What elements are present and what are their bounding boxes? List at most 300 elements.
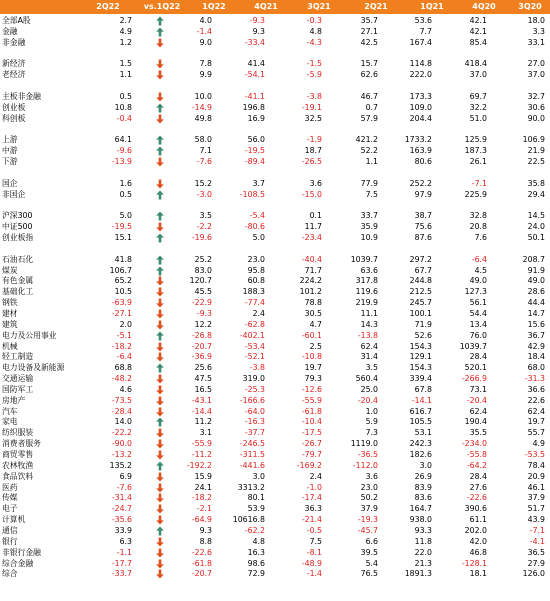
cell-value: 37.0	[469, 70, 487, 80]
cell-value: 297.2	[409, 254, 432, 264]
arrow-down-icon	[156, 537, 164, 547]
cell-value	[386, 49, 432, 59]
row-label	[2, 125, 80, 135]
cell-value: 97.9	[414, 189, 432, 199]
row-label	[2, 81, 80, 91]
table-row	[0, 27, 550, 37]
cell-value: 36.5	[527, 547, 545, 557]
row-label: 通信	[2, 525, 18, 535]
cell-value: -55.9	[301, 395, 322, 405]
arrow-down-icon	[156, 179, 164, 189]
cell-value	[332, 200, 378, 210]
cell-value: 46.8	[469, 547, 487, 557]
table-row	[0, 276, 550, 286]
arrow-up-icon	[156, 526, 164, 536]
cell-2q22: -33.7	[111, 569, 132, 579]
cell-value: 32.2	[469, 102, 487, 112]
cell-value: 560.4	[355, 374, 378, 384]
cell-value: 224.2	[299, 276, 322, 286]
cell-value: 18.4	[527, 352, 545, 362]
cell-value: 938.0	[409, 515, 432, 525]
cell-value: 2.4	[252, 308, 265, 318]
arrow-down-icon	[156, 114, 164, 124]
cell-value: 9.3	[252, 26, 265, 36]
cell-2q22: 65.2	[114, 276, 132, 286]
cell-2q22: -35.6	[111, 515, 132, 525]
cell-value: 25.6	[194, 363, 212, 373]
cell-2q22: -63.9	[111, 298, 132, 308]
cell-value: 45.5	[194, 287, 212, 297]
cell-value	[499, 168, 545, 178]
cell-value: -16.3	[244, 417, 265, 427]
cell-value	[276, 81, 322, 91]
cell-2q22: 1.2	[119, 37, 132, 47]
cell-2q22: -48.2	[111, 374, 132, 384]
cell-value: 0.7	[365, 102, 378, 112]
row-label: 中证500	[2, 222, 33, 232]
table-row	[0, 222, 550, 232]
cell-value	[386, 244, 432, 254]
cell-value: 125.9	[464, 135, 487, 145]
row-label: 电力设备及新能源	[2, 363, 65, 373]
cell-value: 42.1	[469, 26, 487, 36]
row-label: 非金融	[2, 37, 26, 47]
arrow-down-icon	[156, 342, 164, 352]
cell-value: 53.1	[414, 428, 432, 438]
cell-value: 10616.8	[232, 515, 265, 525]
cell-2q22: 1.1	[119, 70, 132, 80]
cell-value: 62.4	[527, 406, 545, 416]
cell-value: 38.7	[414, 211, 432, 221]
cell-value: -52.1	[244, 352, 265, 362]
cell-value: 83.6	[414, 493, 432, 503]
row-label: 钢铁	[2, 298, 18, 308]
cell-value: 2.4	[309, 471, 322, 481]
cell-value: -77.4	[244, 298, 265, 308]
cell-value: 120.7	[189, 276, 212, 286]
cell-2q22: -1.1	[116, 547, 132, 557]
cell-value: -5.9	[306, 70, 322, 80]
row-label: 综合	[2, 569, 18, 579]
row-label: 基础化工	[2, 287, 34, 297]
cell-value: -62.8	[244, 319, 265, 329]
cell-value: 3.6	[365, 471, 378, 481]
cell-value: 95.8	[247, 265, 265, 275]
cell-value: 20.8	[469, 222, 487, 232]
cell-value: -112.0	[352, 460, 378, 470]
cell-value: 167.4	[409, 37, 432, 47]
cell-value: -20.4	[357, 395, 378, 405]
cell-value: 5.9	[365, 417, 378, 427]
cell-2q22: 1.6	[119, 178, 132, 188]
cell-value: -17.5	[301, 428, 322, 438]
cell-value: -0.3	[306, 16, 322, 25]
cell-value: 4.9	[532, 439, 545, 449]
cell-value: 11.8	[414, 536, 432, 546]
cell-value: 114.8	[409, 59, 432, 69]
table-row	[0, 157, 550, 167]
cell-2q22: -13.9	[111, 157, 132, 167]
cell-value: 75.6	[414, 222, 432, 232]
cell-value: 14.5	[527, 211, 545, 221]
cell-2q22	[90, 81, 132, 91]
row-label: 建材	[2, 308, 18, 318]
cell-value: 52.2	[360, 146, 378, 156]
arrow-up-icon	[156, 211, 164, 221]
cell-value: 7.7	[419, 26, 432, 36]
cell-2q22: 0.5	[119, 91, 132, 101]
cell-value: 23.0	[247, 254, 265, 264]
table-row	[0, 103, 550, 113]
cell-value: -33.4	[244, 37, 265, 47]
arrow-down-icon	[156, 472, 164, 482]
cell-value: 53.6	[414, 16, 432, 25]
cell-value	[219, 125, 265, 135]
cell-value: -43.1	[191, 395, 212, 405]
cell-value: -26.8	[191, 330, 212, 340]
cell-value: 7.1	[199, 146, 212, 156]
cell-value	[332, 125, 378, 135]
table-row	[0, 407, 550, 417]
arrow-down-icon	[156, 569, 164, 579]
cell-value: 204.4	[409, 113, 432, 123]
table-row	[0, 385, 550, 395]
cell-value: -1.9	[306, 135, 322, 145]
table-row	[0, 559, 550, 569]
cell-value: 52.6	[414, 330, 432, 340]
cell-value: -14.9	[191, 102, 212, 112]
cell-2q22: -9.6	[116, 146, 132, 156]
cell-value: 22.0	[414, 547, 432, 557]
cell-2q22: -5.1	[116, 330, 132, 340]
cell-value: -266.9	[461, 374, 487, 384]
cell-value: 1891.3	[404, 569, 432, 579]
table-row	[0, 244, 550, 254]
arrow-down-icon	[156, 320, 164, 330]
cell-value: 196.8	[242, 102, 265, 112]
row-label	[2, 244, 80, 254]
row-label: 下游	[2, 157, 18, 167]
cell-value: 4.7	[309, 319, 322, 329]
cell-value: 3.1	[199, 428, 212, 438]
cell-value: 31.4	[360, 352, 378, 362]
arrow-down-icon	[156, 483, 164, 493]
cell-2q22: -18.2	[111, 341, 132, 351]
table-row	[0, 472, 550, 482]
cell-value: -13.8	[357, 330, 378, 340]
table-row	[0, 396, 550, 406]
cell-value: 78.4	[527, 460, 545, 470]
cell-2q22: 68.8	[114, 363, 132, 373]
cell-value: 24.0	[527, 222, 545, 232]
cell-value: 127.3	[464, 287, 487, 297]
cell-value: 60.8	[247, 276, 265, 286]
row-label: 全部A股	[2, 16, 31, 25]
cell-2q22: 14.0	[114, 417, 132, 427]
cell-value: 5.0	[252, 233, 265, 242]
cell-value: 27.9	[527, 558, 545, 568]
cell-2q22: 106.7	[109, 265, 132, 275]
cell-2q22: 6.9	[119, 471, 132, 481]
row-label: 商贸零售	[2, 450, 34, 459]
cell-value: 12.2	[194, 319, 212, 329]
arrow-up-icon	[156, 363, 164, 373]
cell-value: 62.4	[469, 406, 487, 416]
cell-value: 8.8	[199, 536, 212, 546]
cell-value: -7.1	[529, 525, 545, 535]
cell-value: 39.5	[360, 547, 378, 557]
cell-value: -21.4	[301, 515, 322, 525]
cell-value: 93.3	[414, 525, 432, 535]
col-header-3q20: 3Q20	[518, 2, 542, 11]
cell-value	[219, 244, 265, 254]
cell-value: 2.5	[309, 341, 322, 351]
cell-value: 245.7	[409, 298, 432, 308]
cell-value: 32.5	[304, 113, 322, 123]
table-row	[0, 548, 550, 558]
cell-value	[441, 244, 487, 254]
table-row	[0, 461, 550, 471]
cell-2q22: 1.5	[119, 59, 132, 69]
cell-value: 35.8	[527, 178, 545, 188]
cell-value: 16.3	[247, 547, 265, 557]
cell-value: -10.4	[301, 417, 322, 427]
cell-value: 49.0	[527, 276, 545, 286]
cell-value: 4.8	[309, 26, 322, 36]
cell-value: 1733.2	[404, 135, 432, 145]
cell-value: -20.7	[191, 569, 212, 579]
cell-value: 62.6	[360, 70, 378, 80]
cell-value: 79.3	[304, 374, 322, 384]
table-row	[0, 352, 550, 362]
cell-value: -48.9	[301, 558, 322, 568]
cell-value: 173.3	[409, 91, 432, 101]
cell-value: 7.6	[474, 233, 487, 242]
cell-2q22: 64.1	[114, 135, 132, 145]
table-row	[0, 114, 550, 124]
cell-value	[386, 125, 432, 135]
cell-value: 7.8	[199, 59, 212, 69]
cell-2q22: -22.2	[111, 428, 132, 438]
cell-value: -26.7	[301, 439, 322, 449]
cell-value: 37.9	[527, 493, 545, 503]
row-label: 非银行金融	[2, 547, 41, 557]
cell-value: 76.0	[469, 330, 487, 340]
cell-value: 42.1	[469, 16, 487, 25]
cell-2q22: 10.8	[114, 102, 132, 112]
table-row	[0, 135, 550, 145]
cell-value: 87.6	[414, 233, 432, 242]
cell-value: 14.3	[360, 319, 378, 329]
cell-value	[332, 244, 378, 254]
cell-value: 6.6	[365, 536, 378, 546]
cell-value: -36.5	[357, 450, 378, 459]
cell-value: -20.7	[191, 341, 212, 351]
cell-value	[441, 125, 487, 135]
cell-value: 44.4	[527, 298, 545, 308]
cell-value	[166, 125, 212, 135]
row-label: 建筑	[2, 319, 18, 329]
cell-value: 37.0	[527, 70, 545, 80]
cell-value: 20.9	[527, 471, 545, 481]
col-header-4q21: 4Q21	[254, 2, 278, 11]
row-label: 银行	[2, 536, 18, 546]
cell-value: 164.7	[409, 504, 432, 514]
cell-value: 33.7	[360, 211, 378, 221]
cell-value: -18.2	[191, 493, 212, 503]
row-label: 医药	[2, 482, 18, 492]
arrow-down-icon	[156, 59, 164, 69]
cell-value: 126.0	[522, 569, 545, 579]
cell-value: 0.1	[309, 211, 322, 221]
cell-value: -0.5	[306, 525, 322, 535]
cell-value	[166, 49, 212, 59]
cell-2q22: 4.9	[119, 26, 132, 36]
cell-value: 319.0	[242, 374, 265, 384]
cell-value	[219, 81, 265, 91]
cell-value: 85.4	[469, 37, 487, 47]
cell-value: 1039.7	[459, 341, 487, 351]
cell-value	[499, 81, 545, 91]
arrow-down-icon	[156, 450, 164, 460]
cell-2q22: 2.7	[119, 16, 132, 25]
cell-value: 71.7	[304, 265, 322, 275]
cell-value: -53.5	[524, 450, 545, 459]
cell-value: -108.5	[239, 189, 265, 199]
cell-value: -9.3	[249, 16, 265, 25]
row-label: 消费者服务	[2, 439, 41, 449]
cell-value: -1.5	[306, 59, 322, 69]
cell-value: -89.4	[244, 157, 265, 167]
cell-2q22: -31.4	[111, 493, 132, 503]
col-header-1q22: 1Q22	[202, 2, 226, 11]
table-row	[0, 38, 550, 48]
cell-value: 212.5	[409, 287, 432, 297]
table-row	[0, 569, 550, 579]
table-row	[0, 233, 550, 243]
arrow-up-icon	[156, 461, 164, 471]
table-row	[0, 450, 550, 460]
cell-value: 90.0	[527, 113, 545, 123]
cell-2q22	[90, 200, 132, 210]
col-header-2q22: 2Q22	[96, 2, 120, 11]
cell-value: -9.3	[196, 308, 212, 318]
arrow-up-icon	[156, 16, 164, 26]
cell-value: 58.0	[194, 135, 212, 145]
cell-value: -234.0	[461, 439, 487, 449]
row-label: 创业板	[2, 102, 26, 112]
cell-value: 21.9	[527, 146, 545, 156]
cell-value	[276, 244, 322, 254]
cell-2q22: 15.1	[114, 233, 132, 242]
cell-2q22: -13.2	[111, 450, 132, 459]
row-label: 非国企	[2, 189, 26, 199]
cell-value	[332, 49, 378, 59]
cell-value: 9.0	[199, 37, 212, 47]
cell-value: 36.3	[304, 504, 322, 514]
row-label	[2, 49, 80, 59]
cell-2q22: -73.5	[111, 395, 132, 405]
cell-value: 421.2	[355, 135, 378, 145]
col-header-3q21: 3Q21	[307, 2, 331, 11]
cell-value: -62.2	[244, 525, 265, 535]
cell-value: 67.8	[414, 384, 432, 394]
cell-value: 5.4	[365, 558, 378, 568]
table-row	[0, 526, 550, 536]
arrow-up-icon	[156, 146, 164, 156]
table-row	[0, 504, 550, 514]
cell-value: -41.1	[244, 91, 265, 101]
cell-2q22	[90, 49, 132, 59]
row-label: 农林牧渔	[2, 460, 34, 470]
row-label: 机械	[2, 341, 18, 351]
cell-value: 43.9	[527, 515, 545, 525]
cell-value: 339.4	[409, 374, 432, 384]
cell-value: 418.4	[464, 59, 487, 69]
cell-value: 18.7	[304, 146, 322, 156]
cell-value: -19.3	[357, 515, 378, 525]
cell-value	[166, 200, 212, 210]
row-label: 上游	[2, 135, 18, 145]
cell-value: -17.4	[301, 493, 322, 503]
cell-2q22: 41.8	[114, 254, 132, 264]
cell-value: -20.4	[466, 395, 487, 405]
cell-value: 42.5	[360, 37, 378, 47]
cell-value: 51.7	[527, 504, 545, 514]
table-row	[0, 428, 550, 438]
cell-value	[386, 200, 432, 210]
row-label: 纺织服装	[2, 428, 34, 438]
cell-2q22: 6.3	[119, 536, 132, 546]
cell-value: 10.9	[360, 233, 378, 242]
cell-value: 219.9	[355, 298, 378, 308]
table-row	[0, 439, 550, 449]
row-label: 沪深300	[2, 211, 33, 221]
cell-value: -2.1	[196, 504, 212, 514]
cell-value: -22.6	[466, 493, 487, 503]
cell-value: 119.6	[355, 287, 378, 297]
arrow-down-icon	[156, 439, 164, 449]
cell-value: 15.9	[194, 471, 212, 481]
cell-value	[276, 200, 322, 210]
cell-value	[166, 81, 212, 91]
cell-2q22: -27.1	[111, 308, 132, 318]
cell-value: 22.5	[527, 157, 545, 167]
cell-value: 54.4	[469, 308, 487, 318]
cell-value	[386, 168, 432, 178]
cell-value	[166, 168, 212, 178]
arrow-down-icon	[156, 493, 164, 503]
cell-value: 76.5	[360, 569, 378, 579]
cell-value: 46.7	[360, 91, 378, 101]
cell-value: 30.5	[304, 308, 322, 318]
cell-value: 15.2	[194, 178, 212, 188]
cell-value: -441.6	[239, 460, 265, 470]
cell-value: 4.8	[252, 536, 265, 546]
cell-value: -311.5	[239, 450, 265, 459]
cell-value: -64.9	[191, 515, 212, 525]
cell-value: -2.2	[196, 222, 212, 232]
cell-value: -53.4	[244, 341, 265, 351]
arrow-up-icon	[156, 255, 164, 265]
cell-value: 49.0	[469, 276, 487, 286]
cell-value: -64.2	[466, 460, 487, 470]
cell-value: -14.1	[411, 395, 432, 405]
cell-value: -5.4	[249, 211, 265, 221]
cell-value: -8.1	[306, 547, 322, 557]
cell-value: 11.7	[304, 222, 322, 232]
cell-value: 69.7	[469, 91, 487, 101]
